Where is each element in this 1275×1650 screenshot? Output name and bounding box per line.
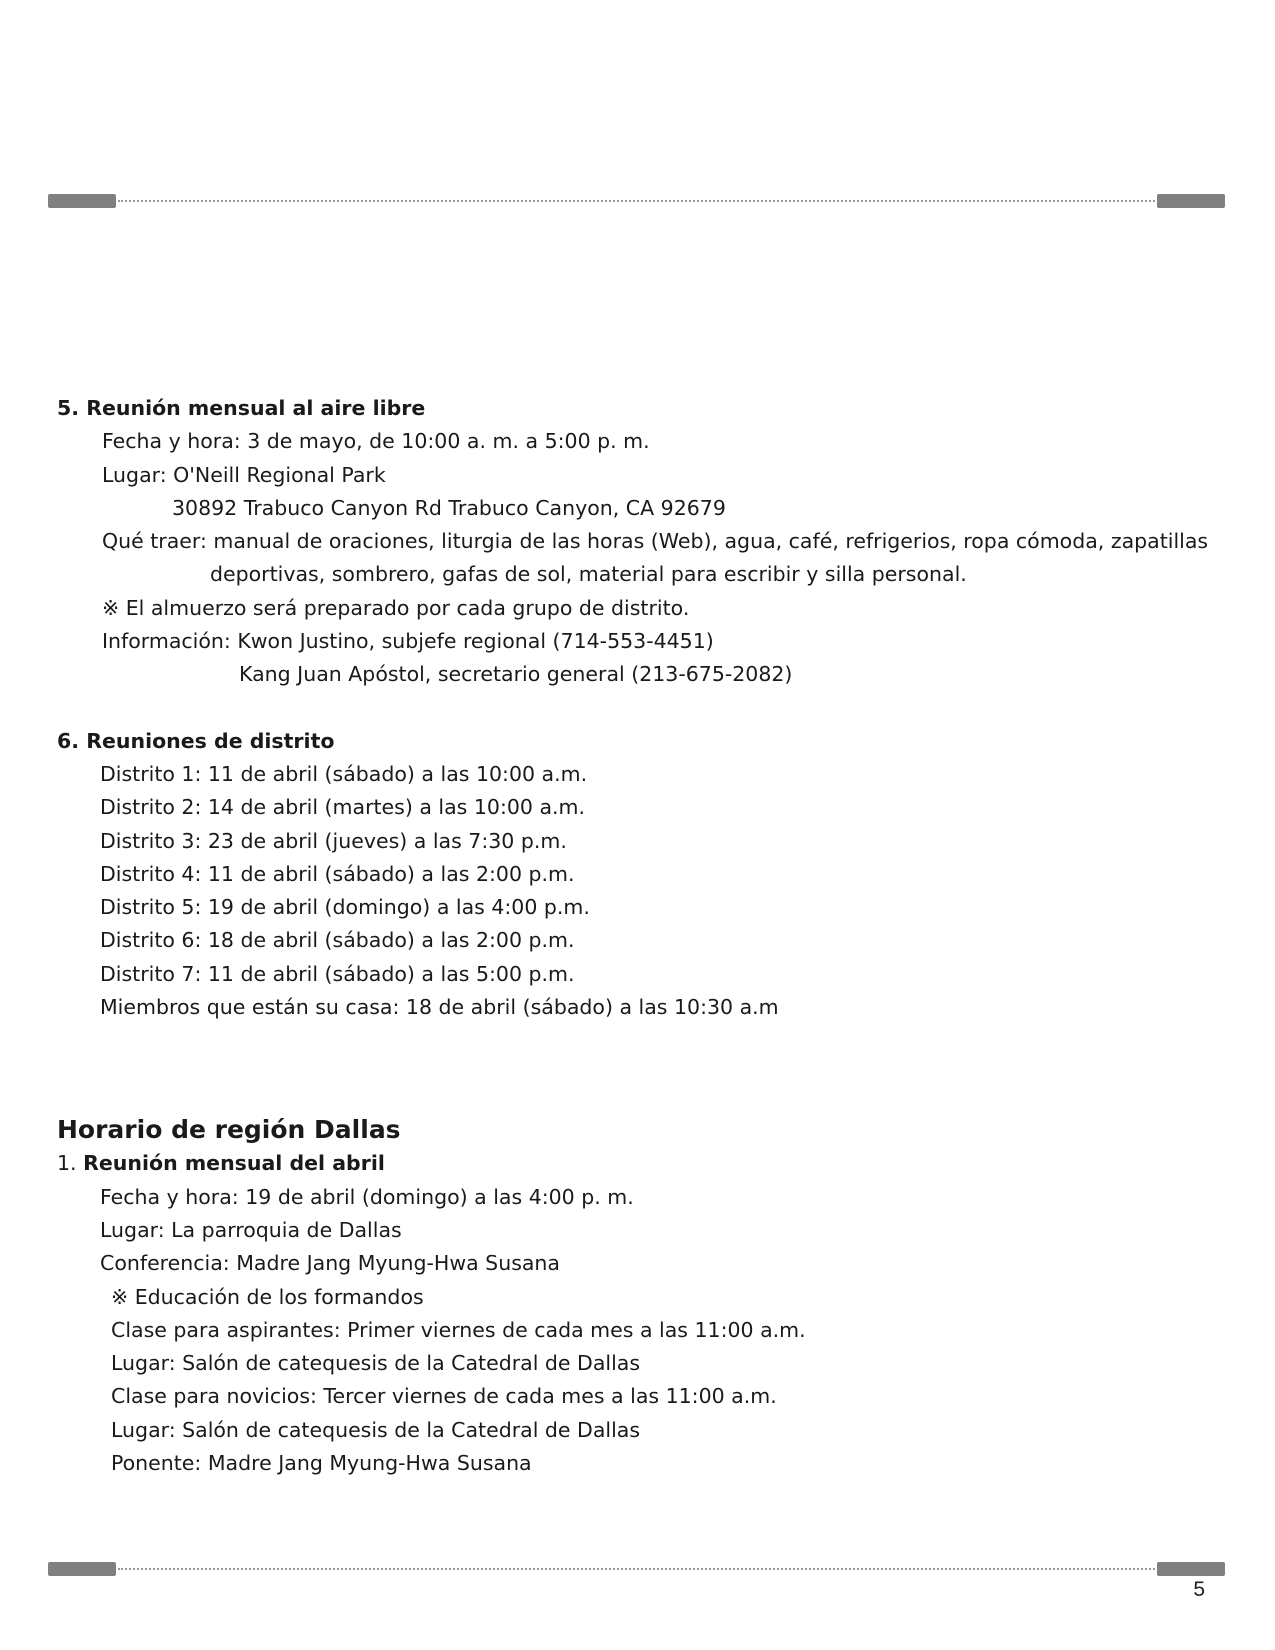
district-line: Distrito 7: 11 de abril (sábado) a las 5:00 p.m.: [100, 961, 575, 986]
district-line: Distrito 3: 23 de abril (jueves) a las 7:30 p.m.: [100, 828, 567, 853]
location-line: Lugar: La parroquia de Dallas: [100, 1217, 402, 1242]
address-line: 30892 Trabuco Canyon Rd Trabuco Canyon, CA 92679: [172, 495, 726, 520]
section-title: 5. Reunión mensual al aire libre: [57, 396, 426, 420]
home-members-line: Miembros que están su casa: 18 de abril (sábado) a las 10:30 a.m: [100, 995, 779, 1020]
speaker-line: Ponente: Madre Jang Myung-Hwa Susana: [111, 1451, 532, 1476]
location-line: Lugar: Salón de catequesis de la Catedral de Dallas: [111, 1417, 641, 1442]
what-to-bring-line: Qué traer: manual de oraciones, liturgia de las horas (Web), agua, café, refrigerios, ropa cómoda, zapatillas: [102, 529, 1209, 554]
district-line: Distrito 1: 11 de abril (sábado) a las 10:00 a.m.: [100, 761, 588, 786]
bottom-divider: [48, 1562, 1225, 1576]
district-line: Distrito 2: 14 de abril (martes) a las 10:00 a.m.: [100, 795, 586, 820]
region-heading: Horario de región Dallas: [57, 1115, 401, 1145]
location-line: Lugar: Salón de catequesis de la Catedral de Dallas: [111, 1351, 641, 1376]
what-to-bring-continuation: deportivas, sombrero, gafas de sol, material para escribir y silla personal.: [210, 562, 967, 587]
formation-note: ※ Educación de los formandos: [111, 1284, 424, 1309]
divider-left-cap: [48, 1562, 116, 1576]
item-title: Reunión mensual del abril: [83, 1151, 385, 1176]
information-line: Información: Kwon Justino, subjefe regional (714-553-4451): [102, 629, 714, 654]
document-body: [57, 392, 1227, 1480]
lunch-note: ※ El almuerzo será preparado por cada grupo de distrito.: [102, 595, 690, 620]
aspirants-class-line: Clase para aspirantes: Primer viernes de cada mes a las 11:00 a.m.: [111, 1317, 806, 1342]
divider-right-cap: [1157, 1562, 1225, 1576]
district-line: Distrito 5: 19 de abril (domingo) a las 4:00 p.m.: [100, 895, 590, 920]
date-time-line: Fecha y hora: 19 de abril (domingo) a las 4:00 p. m.: [100, 1184, 634, 1209]
divider-dotted-line: [118, 1568, 1155, 1570]
section-title: 6. Reuniones de distrito: [57, 728, 335, 753]
divider-dotted-line: [118, 200, 1155, 202]
novices-class-line: Clase para novicios: Tercer viernes de cada mes a las 11:00 a.m.: [111, 1384, 777, 1409]
divider-left-cap: [48, 194, 116, 208]
date-time-line: Fecha y hora: 3 de mayo, de 10:00 a. m. a 5:00 p. m.: [102, 429, 650, 454]
information-continuation: Kang Juan Apóstol, secretario general (213-675-2082): [239, 662, 793, 687]
location-line: Lugar: O'Neill Regional Park: [102, 462, 386, 487]
page-number: 5: [1193, 1578, 1205, 1601]
section-outdoor-meeting: [57, 392, 1227, 692]
top-divider: [48, 194, 1225, 208]
divider-right-cap: [1157, 194, 1225, 208]
district-line: Distrito 6: 18 de abril (sábado) a las 2:00 p.m.: [100, 928, 575, 953]
item-number: 1.: [57, 1151, 77, 1176]
section-district-meetings: [57, 725, 1227, 1025]
conference-line: Conferencia: Madre Jang Myung-Hwa Susana: [100, 1251, 560, 1276]
district-line: Distrito 4: 11 de abril (sábado) a las 2:00 p.m.: [100, 861, 575, 886]
section-dallas-region: [57, 1113, 1227, 1480]
